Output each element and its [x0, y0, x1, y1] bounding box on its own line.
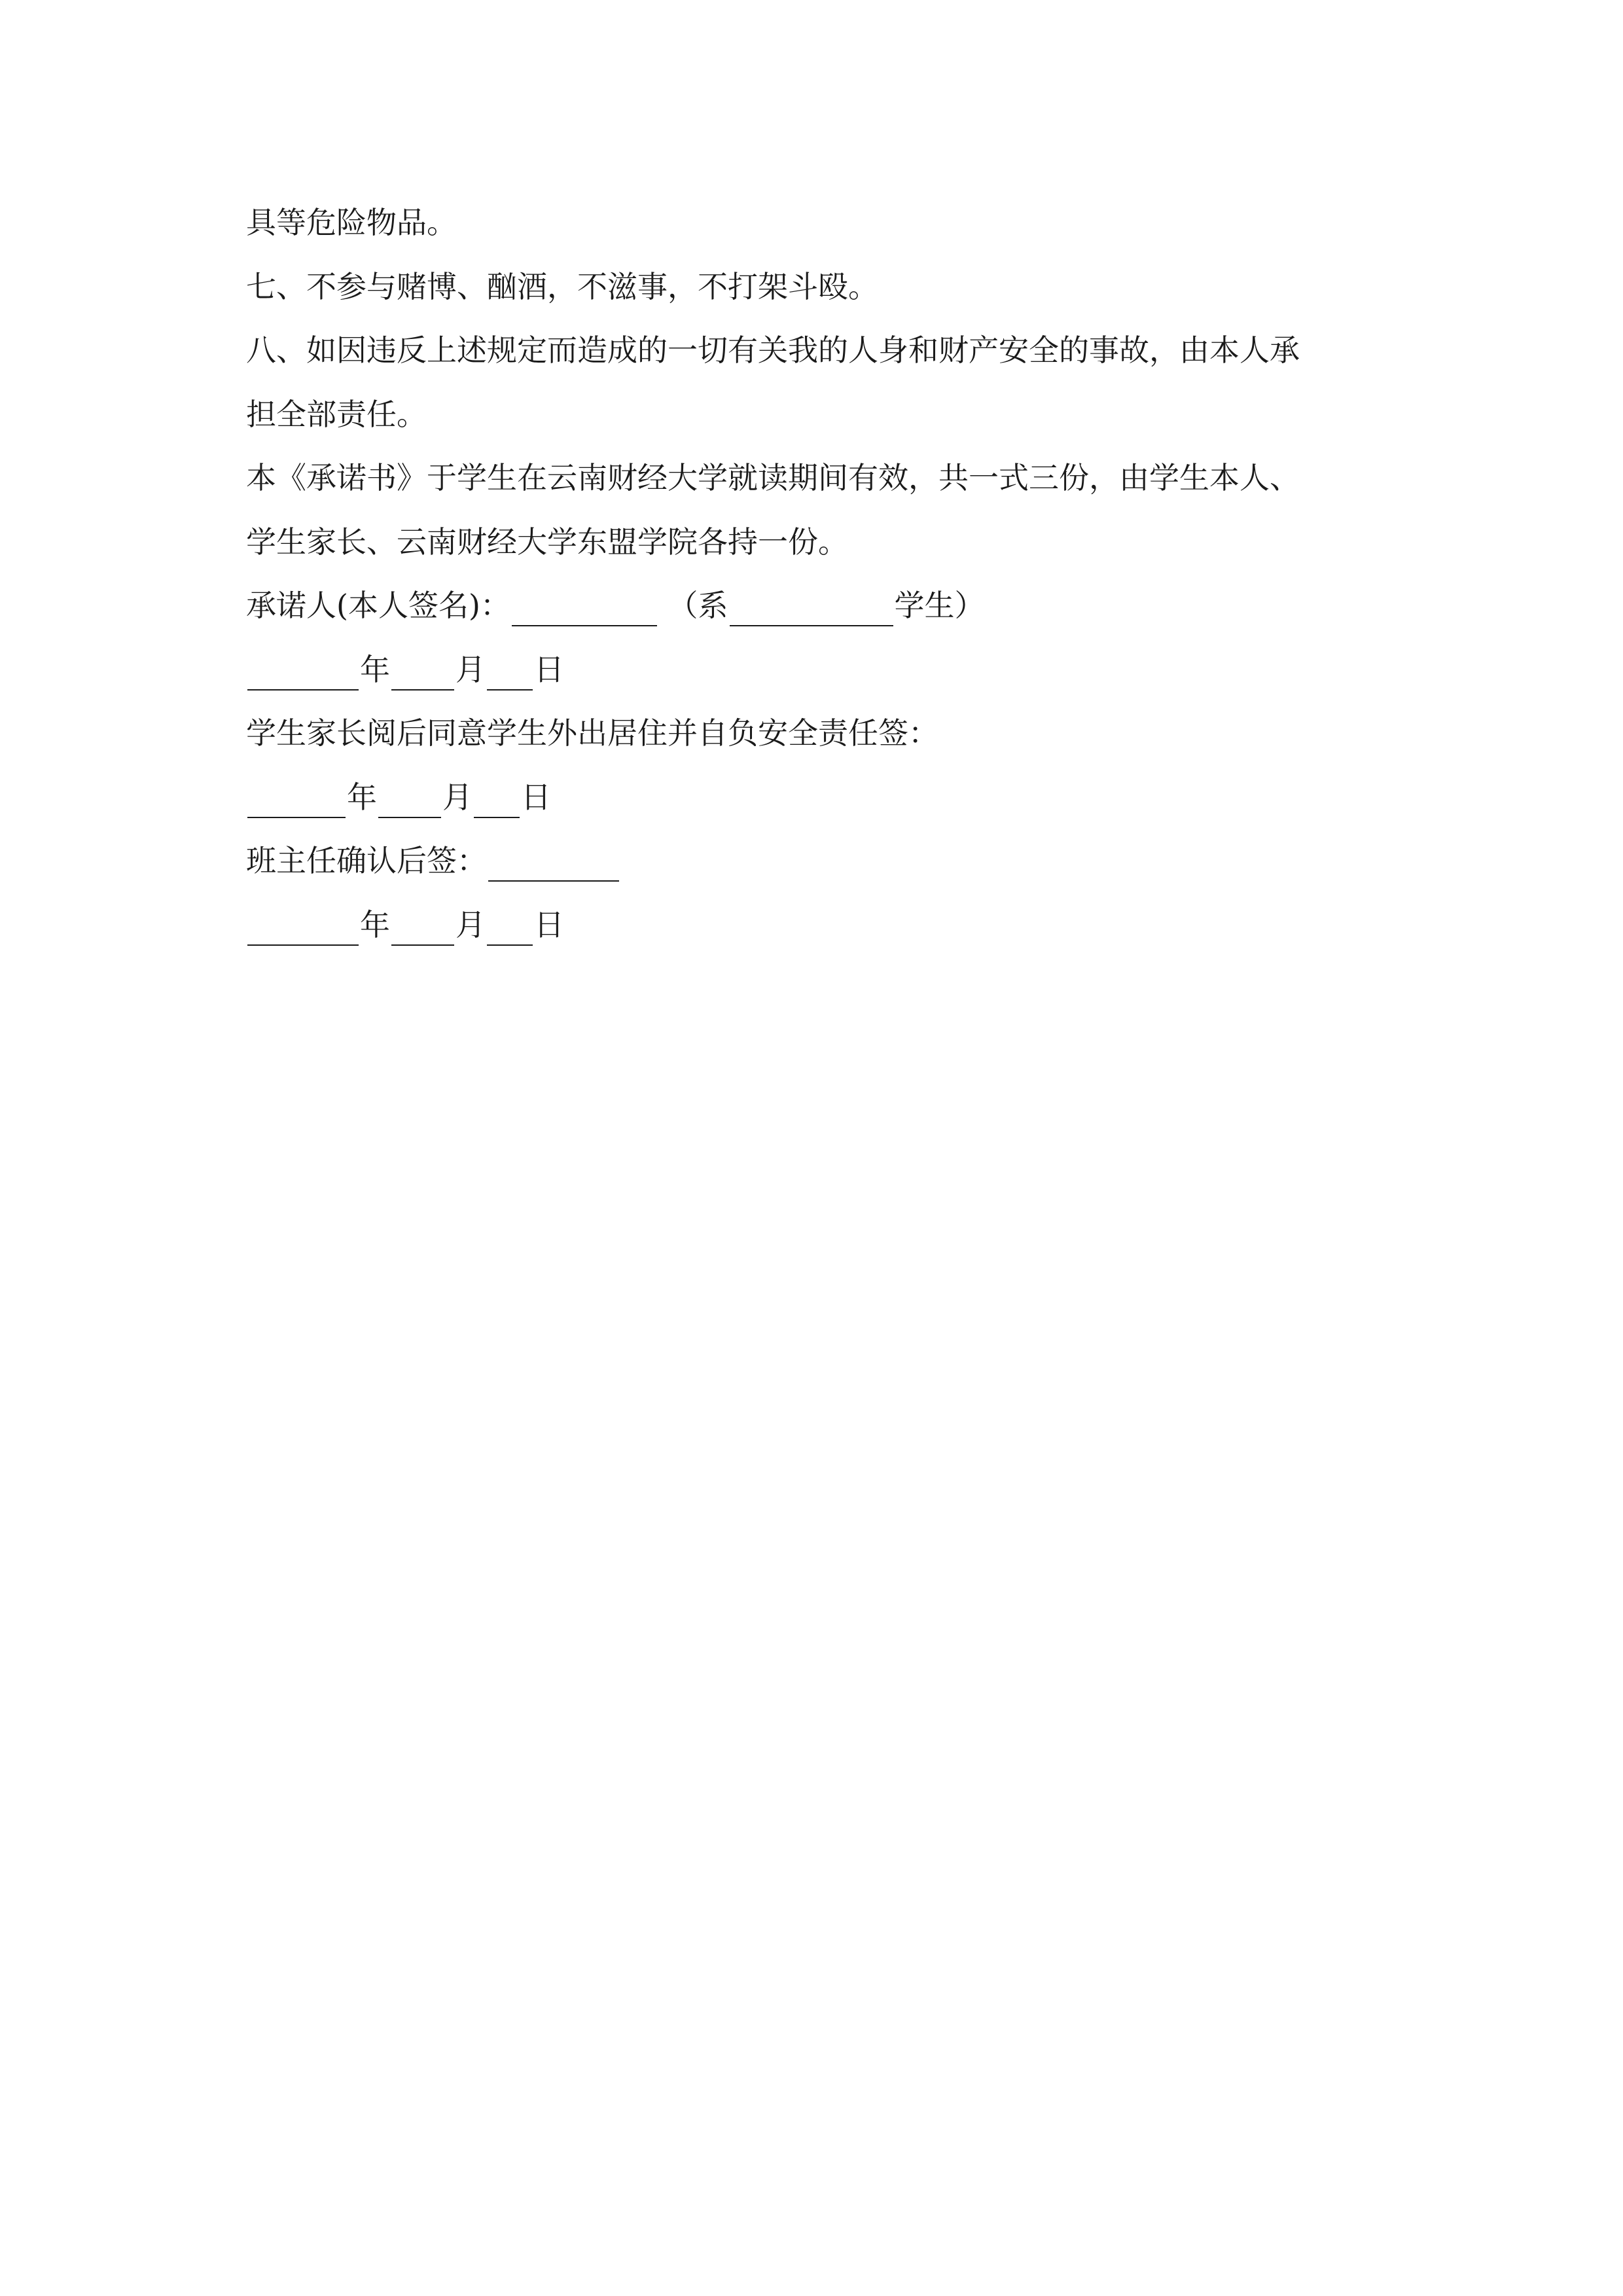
teacher-line — [246, 829, 1411, 893]
text-line: 担全部责任。 — [246, 396, 427, 432]
text-line: 七、不参与赌博、酗酒，不滋事，不打架斗殴。 — [246, 268, 878, 304]
parent-date-line — [246, 766, 1411, 830]
signature-blank[interactable] — [512, 590, 657, 626]
signer-date-line — [246, 638, 1411, 702]
month-label: 月 — [442, 779, 473, 815]
month-label: 月 — [455, 906, 486, 942]
year-blank[interactable] — [247, 781, 346, 818]
department-close: 学生） — [894, 588, 985, 623]
day-blank[interactable] — [487, 654, 533, 691]
month-blank[interactable] — [391, 654, 454, 691]
signer-line — [246, 574, 1411, 638]
text-line: 本《承诺书》于学生在云南财经大学就读期间有效，共一式三份，由学生本人、 — [246, 460, 1300, 495]
signer-label: 承诺人(本人签名)： — [246, 588, 510, 623]
year-blank[interactable] — [247, 654, 359, 691]
text-line: 八、如因违反上述规定而造成的一切有关我的人身和财产安全的事故，由本人承 — [246, 332, 1300, 368]
teacher-date-line — [246, 893, 1411, 958]
teacher-label: 班主任确认后签： — [246, 843, 487, 878]
year-label: 年 — [360, 651, 390, 687]
day-blank[interactable] — [474, 781, 520, 818]
month-blank[interactable] — [378, 781, 441, 818]
day-label: 日 — [521, 779, 551, 815]
month-blank[interactable] — [391, 909, 454, 946]
day-label: 日 — [534, 906, 564, 942]
day-blank[interactable] — [487, 909, 533, 946]
department-blank[interactable] — [730, 590, 893, 626]
year-label: 年 — [360, 906, 390, 942]
year-label: 年 — [347, 779, 377, 815]
year-blank[interactable] — [247, 909, 359, 946]
department-open: （系 — [668, 588, 728, 623]
month-label: 月 — [455, 651, 486, 687]
teacher-signature-blank[interactable] — [488, 845, 619, 882]
parent-line: 学生家长阅后同意学生外出居住并自负安全责任签： — [246, 715, 938, 751]
text-line: 学生家长、云南财经大学东盟学院各持一份。 — [246, 524, 848, 560]
day-label: 日 — [534, 651, 564, 687]
document-body — [246, 191, 1411, 957]
text-line: 具等危险物品。 — [246, 205, 457, 240]
